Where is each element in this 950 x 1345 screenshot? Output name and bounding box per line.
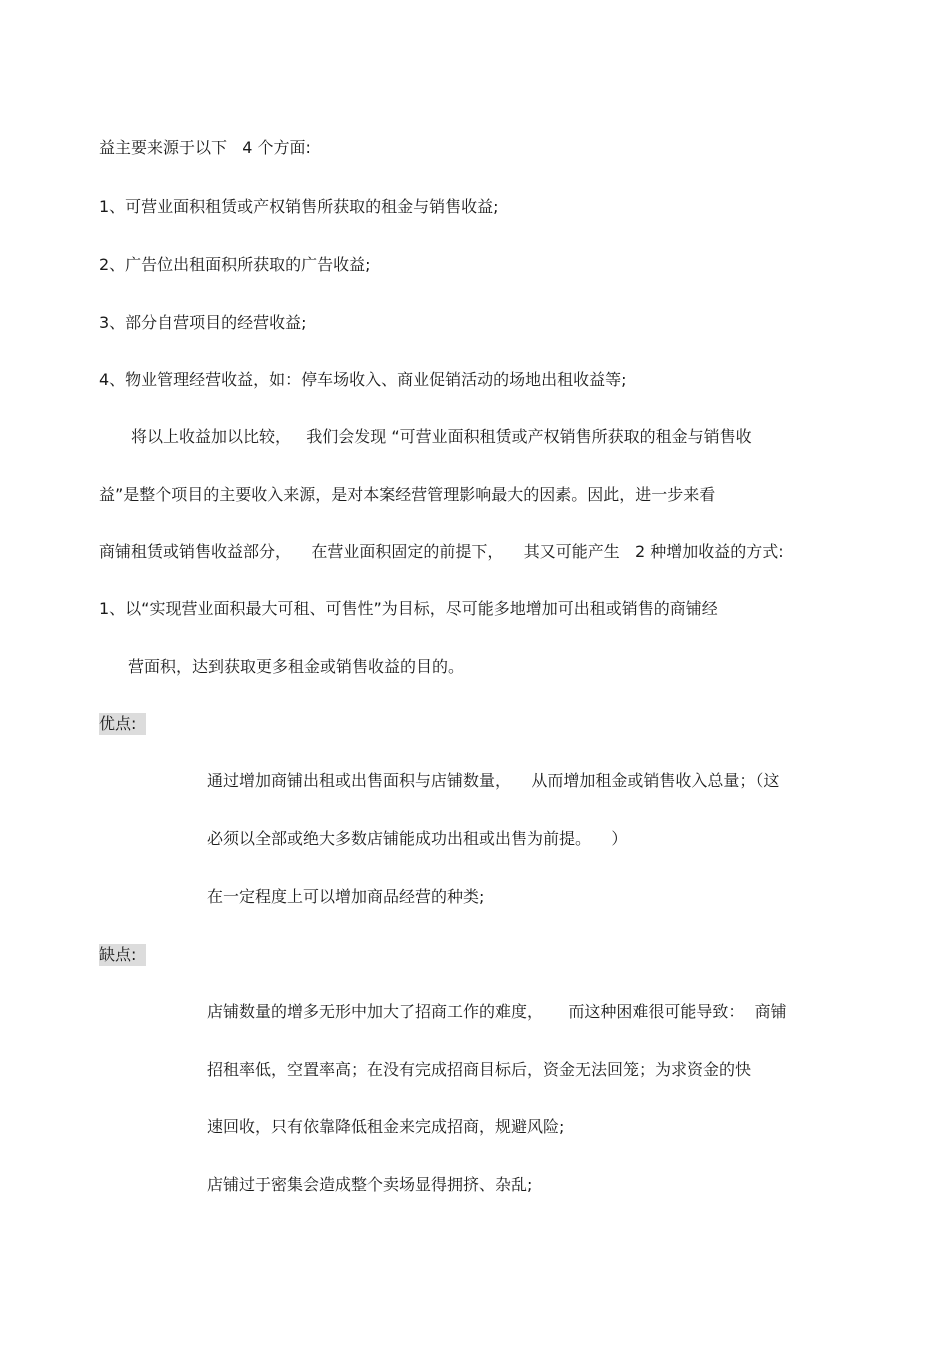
paragraph-line-2: 益”是整个项目的主要收入来源，是对本案经营管理影响最大的因素。因此，进一步来看 bbox=[99, 485, 716, 504]
pros-line-3: 在一定程度上可以增加商品经营的种类; bbox=[207, 887, 485, 906]
method-line-1: 1、以“实现营业面积最大可租、可售性”为目标，尽可能多地增加可出租或销售的商铺经 bbox=[99, 599, 718, 618]
paragraph-line-3: 商铺租赁或销售收益部分， 在营业面积固定的前提下， 其又可能产生 2 种增加收益的方式: bbox=[99, 542, 784, 561]
pros-label: 优点: bbox=[99, 713, 146, 735]
pros-line-2: 必须以全部或绝大多数店铺能成功出租或出售为前提。 ） bbox=[207, 829, 628, 848]
pros-line-1: 通过增加商铺出租或出售面积与店铺数量， 从而增加租金或销售收入总量；（这 bbox=[207, 771, 780, 790]
paragraph-line-1: 将以上收益加以比较， 我们会发现 “可营业面积租赁或产权销售所获取的租金与销售收 bbox=[131, 427, 752, 446]
source-item-2: 2、广告位出租面积所获取的广告收益; bbox=[99, 255, 371, 274]
source-item-3: 3、部分自营项目的经营收益; bbox=[99, 313, 307, 332]
cons-line-2: 招租率低，空置率高；在没有完成招商目标后，资金无法回笼；为求资金的快 bbox=[207, 1060, 752, 1079]
cons-line-3: 速回收，只有依靠降低租金来完成招商，规避风险; bbox=[207, 1117, 565, 1136]
cons-line-4: 店铺过于密集会造成整个卖场显得拥挤、杂乱; bbox=[207, 1175, 533, 1194]
intro-line: 益主要来源于以下 4 个方面: bbox=[99, 138, 311, 157]
cons-label: 缺点: bbox=[99, 944, 146, 966]
source-item-1: 1、可营业面积租赁或产权销售所获取的租金与销售收益; bbox=[99, 197, 499, 216]
source-item-4: 4、物业管理经营收益，如：停车场收入、商业促销活动的场地出租收益等; bbox=[99, 370, 627, 389]
cons-line-1: 店铺数量的增多无形中加大了招商工作的难度， 而这种困难很可能导致： 商铺 bbox=[207, 1002, 787, 1021]
method-line-2: 营面积，达到获取更多租金或销售收益的目的。 bbox=[128, 657, 465, 676]
